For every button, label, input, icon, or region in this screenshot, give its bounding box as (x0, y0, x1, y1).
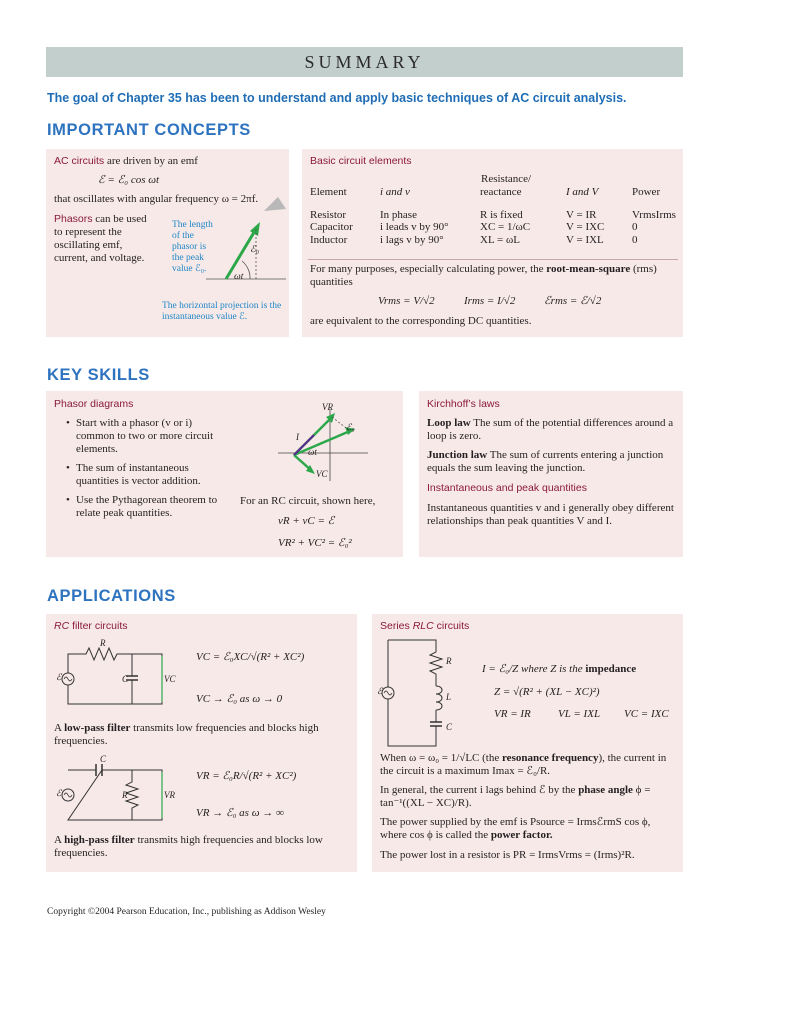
ac-circuits-box (46, 149, 289, 337)
res-2: ), the current in the circuit is a maximum Imax = ℰ₀/R. (380, 752, 667, 777)
cell: VrmsIrms (632, 208, 676, 221)
rotation-arrow-icon (264, 197, 286, 211)
series-rlc-box (372, 614, 683, 872)
high-pass-desc: transmits high frequencies and blocks low frequencies. (54, 834, 323, 859)
rlc-wiring (388, 640, 436, 746)
junction-law-text: The sum of currents entering a junction equals the sum leaving the junction. (427, 449, 664, 474)
impedance-equation: Z = √(R² + (XL − XC)²) (494, 686, 600, 698)
table-row (310, 221, 676, 234)
phasors-text (54, 213, 156, 265)
power-text (380, 816, 676, 842)
high-e-label: ℰ (56, 788, 62, 798)
rc-title-rest: filter circuits (72, 620, 128, 632)
eq-i: I = ℰ₀/Z where Z is the (482, 663, 583, 675)
junction-law-label: Junction law (427, 449, 488, 461)
banner-title: SUMMARY (304, 52, 425, 72)
header-element: Element (310, 186, 347, 198)
copyright: Copyright ©2004 Pearson Education, Inc., publishing as Addison Wesley (47, 907, 326, 917)
rlc-title-rlc: RLC (412, 620, 434, 632)
ac-circuits-rest: are driven by an emf (106, 155, 198, 167)
goal-statement: The goal of Chapter 35 has been to understand and apply basic techniques of AC circuit analysis. (47, 91, 627, 105)
rlc-c-label: C (446, 722, 453, 732)
ac-circuits-line (54, 155, 284, 168)
elements-table (310, 186, 676, 246)
header-reactance: reactance (480, 186, 522, 198)
phase-bold: phase angle (578, 784, 633, 796)
low-vc-label: VC (164, 674, 176, 684)
cell: V = IXL (566, 233, 604, 246)
list-item: • Start with a phasor (v or i) common to two or more circuit elements. (76, 417, 226, 456)
basic-elements-title: Basic circuit elements (310, 155, 412, 167)
phasor-diagram (206, 189, 286, 289)
high-pass-pre: A (54, 834, 62, 846)
basic-elements-box (302, 149, 683, 337)
vc-rlc: VC = IXC (624, 708, 669, 720)
vl-rlc: VL = IXL (558, 708, 601, 720)
rms-current: Irms = I/√2 (464, 295, 516, 307)
power-bold: power factor. (490, 829, 553, 841)
cell: R is fixed (480, 208, 523, 221)
ac-circuits-label: AC circuits (54, 155, 105, 167)
table-header-row (310, 186, 676, 199)
header-resistance-top: Resistance/ (481, 173, 532, 185)
loop-law-text: The sum of the potential differences around a loop is zero. (427, 417, 674, 442)
power-loss-text: The power lost in a resistor is PR = IrmsVrms = (Irms)²R. (380, 849, 635, 861)
label-i: I (296, 432, 299, 442)
phasors-label: Phasors (54, 213, 93, 225)
low-pass-bold: low-pass filter (64, 722, 131, 734)
pythagorean-equation: VR² + VC² = ℰ₀² (278, 537, 352, 549)
junction-law (427, 449, 677, 475)
phasor-bullets (64, 417, 226, 526)
impedance-bold: impedance (585, 663, 637, 675)
loop-law (427, 417, 677, 443)
label-vr: VR (322, 402, 333, 412)
loop-law-label: Loop law (427, 417, 471, 429)
phasor-omega-t-label: ωt (234, 272, 244, 282)
phase-1: In general, the current i lags behind ℰ by the (380, 784, 576, 796)
label-vc: VC (316, 469, 328, 479)
phasor-length-note: The length of the phasor is the peak value ℰ₀. (172, 220, 213, 274)
cell: V = IXC (566, 221, 605, 233)
high-pass-bold: high-pass filter (64, 834, 135, 846)
cell: Capacitor (310, 221, 353, 233)
vc-limit: VC → ℰ₀ as ω → 0 (196, 693, 283, 705)
vr-rlc: VR = IR (494, 708, 531, 720)
rms-bold: root-mean-square (546, 263, 631, 275)
rlc-e-label: ℰ (377, 686, 383, 696)
vr-equation: VR = ℰ₀R/√(R² + XC²) (196, 770, 297, 782)
phasor-diagrams-title: Phasor diagrams (54, 398, 134, 410)
resonance-text (380, 752, 676, 778)
low-r-label: R (100, 638, 106, 648)
table-row (310, 209, 676, 222)
vr-limit: VR → ℰ₀ as ω → ∞ (196, 807, 284, 819)
list-item: • The sum of instantaneous quantities is vector addition. (76, 462, 226, 488)
high-r-label: R (122, 790, 128, 800)
instantaneous-title: Instantaneous and peak quantities (427, 482, 587, 494)
rms-end: are equivalent to the corresponding DC quantities. (310, 315, 532, 327)
projection-note: The horizontal projection is the instantaneous value ℰ. (162, 301, 282, 322)
section-applications: APPLICATIONS (47, 587, 176, 605)
phase-2: ϕ = tan⁻¹((XL − XC)/R). (380, 784, 651, 809)
cell: In phase (380, 208, 417, 221)
low-c-label: C (122, 674, 129, 684)
cell: 0 (632, 233, 638, 246)
cell: i leads v by 90° (380, 221, 449, 233)
phase-text (380, 784, 676, 810)
frequency-text: that oscillates with angular frequency ω = 2πf. (54, 193, 259, 205)
res-1: When ω = ω₀ = 1/√LC (the (380, 752, 500, 764)
rlc-title-post: circuits (436, 620, 470, 632)
emf-equation: ℰ = ℰ₀ cos ωt (98, 174, 160, 186)
cell: Resistor (310, 208, 347, 221)
high-pass-wiring (68, 770, 162, 820)
high-vr-label: VR (164, 790, 175, 800)
summary-banner (46, 47, 683, 77)
phasor-diagrams-box (46, 391, 403, 557)
rc-filter-title (54, 620, 128, 632)
phasors-description: can be used to represent the oscillating emf, current, and voltage. (54, 213, 147, 264)
header-i-and-v: i and v (380, 186, 410, 198)
cell: XC = 1/ωC (480, 221, 531, 233)
label-e0: ℰ₀ (346, 422, 355, 432)
rlc-resistor-icon (388, 640, 442, 686)
current-equation (482, 663, 636, 676)
section-important-concepts: IMPORTANT CONCEPTS (47, 121, 251, 139)
kirchhoff-box (419, 391, 683, 557)
power-1: The power supplied by the emf is Psource = IrmsℰrmS cos ϕ, where cos ϕ is called the (380, 816, 651, 841)
cell: Inductor (310, 233, 348, 246)
rms-emf: ℰrms = ℰ/√2 (544, 295, 602, 307)
vc-equation: VC = ℰ₀XC/√(R² + XC²) (196, 651, 305, 663)
label-wt: ωt (308, 447, 317, 457)
series-rlc-title (380, 620, 469, 632)
kirchhoff-title: Kirchhoff’s laws (427, 398, 500, 410)
rlc-title-pre: Series (380, 620, 410, 632)
cell: XL = ωL (480, 233, 520, 246)
rc-title-rc: RC (54, 620, 70, 632)
section-key-skills: KEY SKILLS (47, 366, 150, 384)
phasor-emf0-label: ℰ₀ (250, 245, 260, 255)
table-divider (308, 259, 678, 260)
table-row (310, 234, 676, 247)
rms-intro: For many purposes, especially calculating power, the (310, 263, 544, 275)
low-pass-circuit (56, 638, 176, 708)
res-bold: resonance frequency (502, 752, 599, 764)
low-pass-pre: A (54, 722, 62, 734)
header-power: Power (632, 186, 661, 198)
list-item: • Use the Pythagorean theorem to relate peak quantities. (76, 494, 226, 520)
emf-phasor (294, 431, 350, 455)
header-I-and-V: I and V (566, 186, 599, 198)
rlc-l-label: L (446, 692, 452, 702)
rms-after: (rms) quantities (310, 263, 657, 288)
rms-voltage: Vrms = V/√2 (378, 295, 435, 307)
rms-paragraph (310, 263, 676, 289)
low-pass-text (54, 722, 349, 748)
kvl-equation: vR + vC = ℰ (278, 515, 335, 527)
instantaneous-text: Instantaneous quantities v and i generally obey different relationships than peak quantities V and I. (427, 502, 674, 527)
low-e-label: ℰ (56, 672, 62, 682)
cell: V = IR (566, 208, 597, 221)
rlc-r-label: R (446, 656, 452, 666)
rc-intro: For an RC circuit, shown here, (240, 495, 376, 507)
high-pass-text (54, 834, 349, 860)
inductor-icon (436, 686, 442, 710)
low-pass-wiring (68, 648, 162, 704)
low-pass-desc: transmits low frequencies and blocks high frequencies. (54, 722, 319, 747)
rc-filter-box (46, 614, 357, 872)
cell: 0 (632, 221, 638, 233)
high-c-label: C (100, 754, 107, 764)
cell: i lags v by 90° (380, 233, 444, 246)
high-pass-circuit (56, 754, 176, 824)
